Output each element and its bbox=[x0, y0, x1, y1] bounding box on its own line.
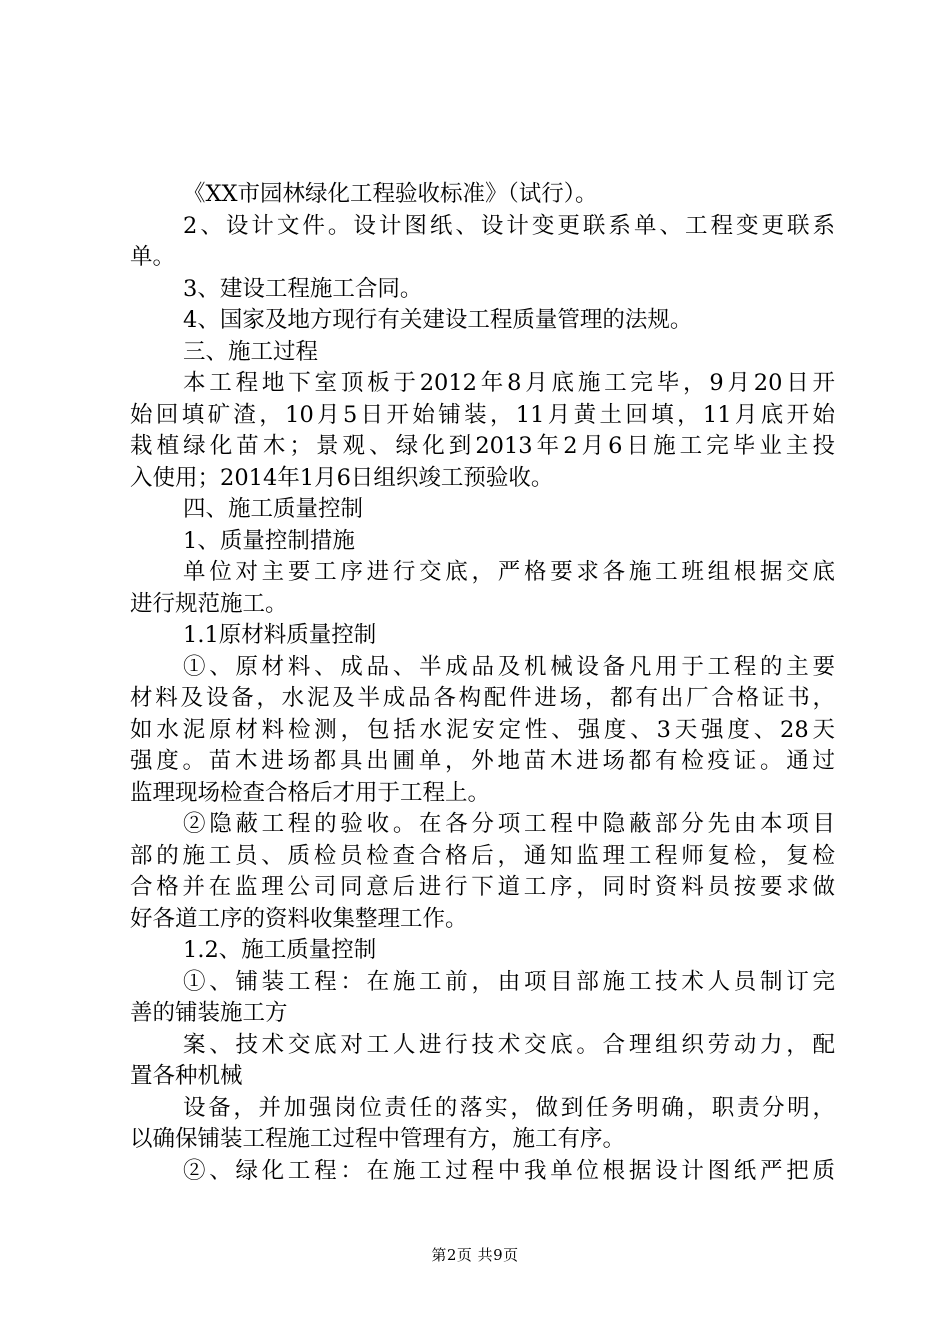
body-text-line: 如水泥原材料检测，包括水泥安定性、强度、3天强度、28天 bbox=[130, 716, 835, 743]
body-text-line: 部的施工员、质检员检查合格后，通知监理工程师复检，复检 bbox=[130, 842, 835, 869]
body-text-line: 合格并在监理公司同意后进行下道工序，同时资料员按要求做 bbox=[130, 874, 835, 900]
body-text-line: ②、绿化工程：在施工过程中我单位根据设计图纸严把质 bbox=[183, 1157, 835, 1184]
body-text-line: 1.1原材料质量控制 bbox=[183, 622, 377, 648]
body-text-line: ②隐蔽工程的验收。在各分项工程中隐蔽部分先由本项目 bbox=[183, 811, 835, 837]
body-text-line: ①、铺装工程：在施工前，由项目部施工技术人员制订完 bbox=[183, 968, 835, 995]
body-text-line: 强度。苗木进场都具出圃单，外地苗木进场都有检疫证。通过 bbox=[130, 748, 835, 774]
body-text-line: 1.2、施工质量控制 bbox=[183, 937, 377, 963]
body-text-line: 单位对主要工序进行交底，严格要求各施工班组根据交底 bbox=[183, 559, 835, 585]
body-text-line: 善的铺装施工方 bbox=[130, 1000, 288, 1026]
body-text-line: 三、施工过程 bbox=[183, 338, 319, 365]
body-text-line: 本工程地下室顶板于2012年8月底施工完毕，9月20日开 bbox=[183, 370, 835, 396]
body-text-line: 1、质量控制措施 bbox=[183, 527, 355, 554]
body-text-line: 栽植绿化苗木；景观、绿化到2013年2月6日施工完毕业主投 bbox=[130, 433, 835, 459]
body-text-line: 监理现场检查合格后才用于工程上。 bbox=[130, 779, 491, 806]
body-text-line: 案、技术交底对工人进行技术交底。合理组织劳动力，配 bbox=[183, 1031, 835, 1058]
body-text-line: 4、国家及地方现行有关建设工程质量管理的法规。 bbox=[183, 307, 693, 333]
page-footer: 第2页 共9页 bbox=[431, 1246, 519, 1264]
body-text-line: 材料及设备，水泥及半成品各构配件进场，都有出厂合格证书， bbox=[130, 685, 835, 711]
body-text-line: 置各种机械 bbox=[130, 1063, 243, 1089]
body-text-line: 四、施工质量控制 bbox=[183, 496, 364, 522]
body-text-line: 以确保铺装工程施工过程中管理有方，施工有序。 bbox=[130, 1126, 626, 1152]
body-text-line: ①、原材料、成品、半成品及机械设备凡用于工程的主要 bbox=[183, 653, 835, 680]
body-text-line: 3、建设工程施工合同。 bbox=[183, 275, 423, 302]
body-text-line: 入使用；2014年1月6日组织竣工预验收。 bbox=[130, 464, 554, 491]
body-text-line: 单。 bbox=[130, 244, 176, 270]
body-text-line: 进行规范施工。 bbox=[130, 590, 288, 617]
body-text-line: 《XX市园林绿化工程验收标准》（试行）。 bbox=[183, 181, 598, 207]
body-text-line: 好各道工序的资料收集整理工作。 bbox=[130, 905, 468, 932]
body-text-line: 2、设计文件。设计图纸、设计变更联系单、工程变更联系 bbox=[183, 212, 835, 239]
body-text-line: 始回填矿渣，10月5日开始铺装，11月黄土回填，11月底开始 bbox=[130, 401, 835, 428]
body-text-line: 设备，并加强岗位责任的落实，做到任务明确，职责分明， bbox=[183, 1094, 835, 1121]
document-body bbox=[130, 179, 835, 1187]
